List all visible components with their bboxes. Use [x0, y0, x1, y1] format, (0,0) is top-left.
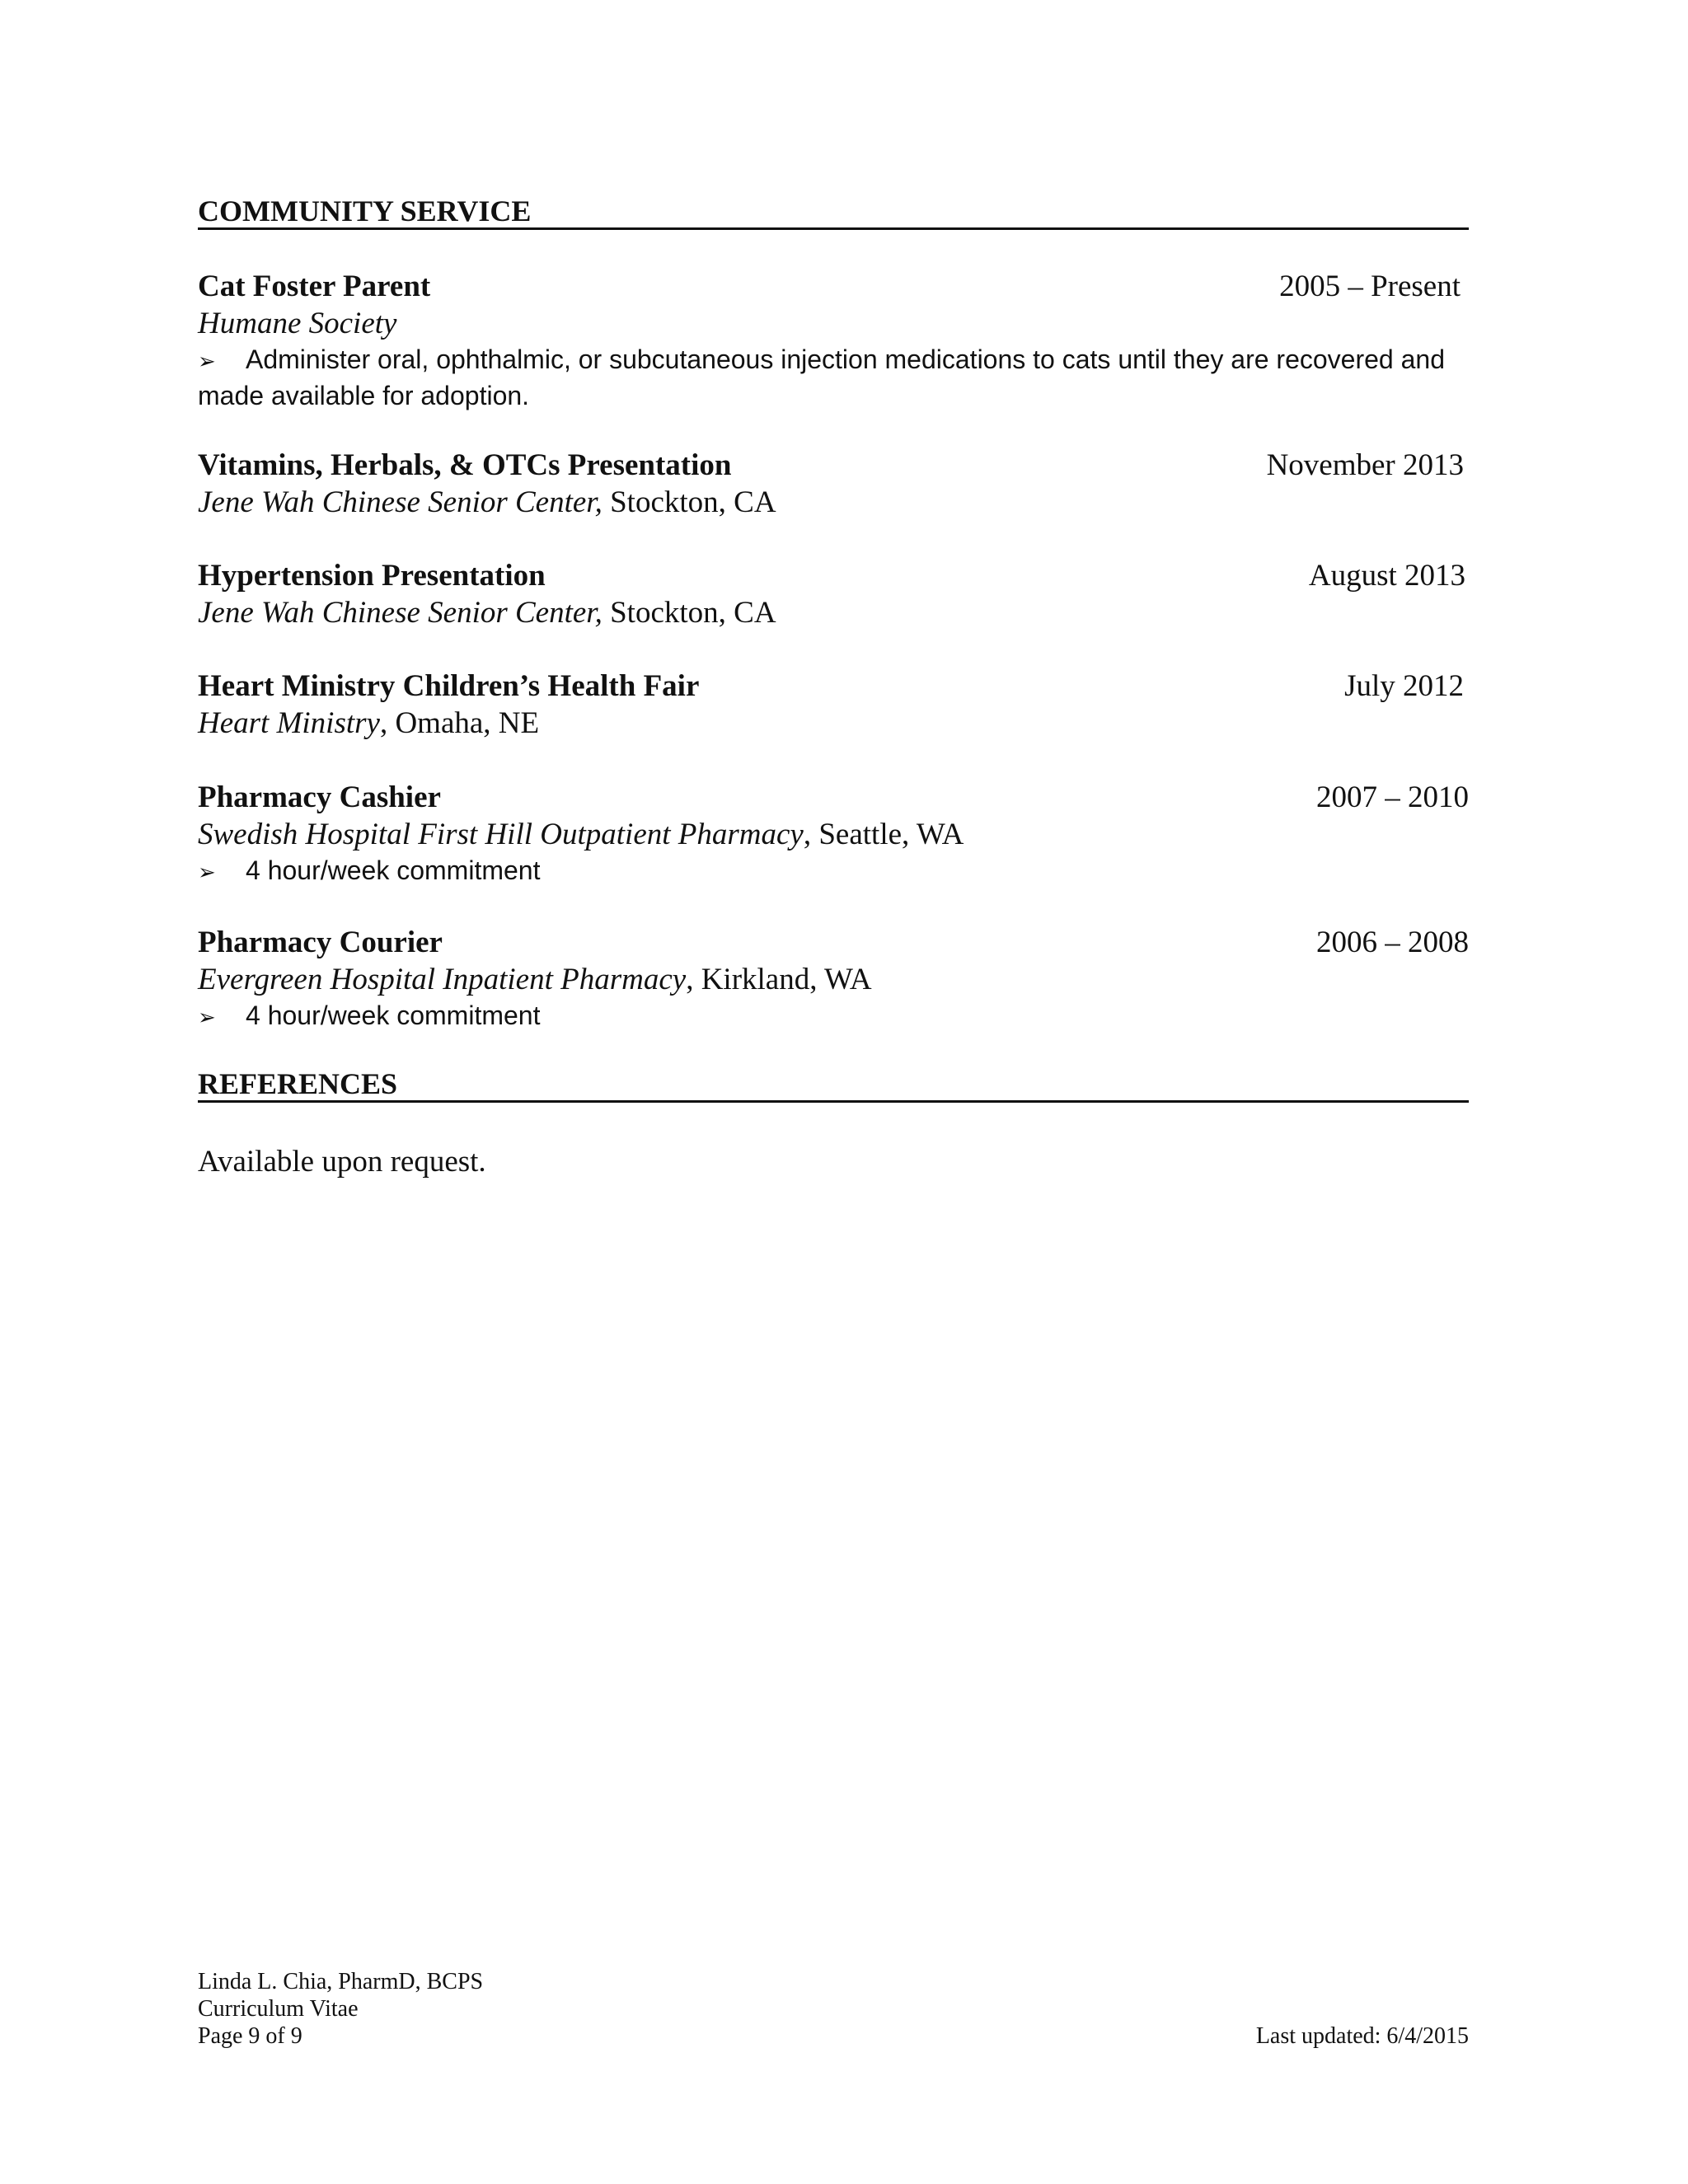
- org-location: , Omaha, NE: [379, 706, 540, 740]
- arrowhead-bullet-icon: ➢: [198, 349, 216, 373]
- entry-date: 2006 – 2008: [1316, 926, 1469, 959]
- entry-title: Pharmacy Courier: [198, 926, 443, 959]
- bullet-text: 4 hour/week commitment: [246, 855, 541, 885]
- references-heading: REFERENCES: [198, 1067, 1469, 1103]
- entry-date: 2007 – 2010: [1316, 780, 1469, 814]
- entry-date: July 2012: [1344, 669, 1464, 703]
- entry-vitamins-presentation: [198, 448, 1469, 521]
- entry-hypertension-presentation: [198, 558, 1469, 631]
- bullet-item: [198, 853, 1469, 889]
- entry-org: [198, 484, 1469, 521]
- references-text: Available upon request.: [198, 1145, 486, 1179]
- org-name: Jene Wah Chinese Senior Center,: [198, 485, 603, 519]
- entry-date: August 2013: [1308, 559, 1465, 593]
- entry-cat-foster-parent: [198, 269, 1469, 413]
- bullet-item: [198, 998, 1469, 1034]
- entry-date: 2005 – Present: [1279, 269, 1461, 303]
- org-name: Humane Society: [198, 307, 397, 340]
- org-location: Stockton, CA: [602, 596, 776, 630]
- entry-title: Vitamins, Herbals, & OTCs Presentation: [198, 448, 732, 482]
- cv-page: [198, 0, 1469, 2184]
- footer-last-updated: Last updated: 6/4/2015: [1255, 2023, 1469, 2049]
- org-name: Swedish Hospital First Hill Outpatient Pharmacy: [198, 818, 804, 851]
- org-name: Evergreen Hospital Inpatient Pharmacy: [198, 963, 687, 996]
- entry-title: Pharmacy Cashier: [198, 780, 441, 814]
- org-name: Heart Ministry: [198, 706, 380, 740]
- entry-date: November 2013: [1266, 448, 1464, 482]
- footer-left: [198, 1968, 483, 2050]
- footer-name: Linda L. Chia, PharmD, BCPS: [198, 1969, 484, 1994]
- entry-org: [198, 705, 1469, 742]
- org-location: , Seattle, WA: [803, 818, 964, 851]
- arrowhead-bullet-icon: ➢: [198, 860, 216, 884]
- footer-page-number: Page 9 of 9: [198, 2023, 302, 2049]
- entry-heart-ministry-health-fair: [198, 668, 1469, 742]
- arrowhead-bullet-icon: ➢: [198, 1005, 216, 1029]
- entry-title: Hypertension Presentation: [198, 559, 546, 593]
- community-service-heading: COMMUNITY SERVICE: [198, 194, 1469, 230]
- entry-pharmacy-cashier: [198, 780, 1469, 889]
- entry-pharmacy-courier: [198, 925, 1469, 1034]
- entry-title: Heart Ministry Children’s Health Fair: [198, 669, 700, 703]
- org-location: , Kirkland, WA: [686, 963, 872, 996]
- org-location: Stockton, CA: [602, 485, 776, 519]
- org-name: Jene Wah Chinese Senior Center,: [198, 596, 603, 630]
- bullet-text: Administer oral, ophthalmic, or subcutaneous injection medications to cats until they are recovered and made available for adoption.: [198, 344, 1445, 410]
- entry-org: [198, 961, 1469, 998]
- entry-org: [198, 594, 1469, 631]
- entry-title: Cat Foster Parent: [198, 269, 431, 303]
- footer-doc-type: Curriculum Vitae: [198, 1996, 359, 2022]
- bullet-text: 4 hour/week commitment: [246, 1001, 541, 1030]
- bullet-item: [198, 342, 1459, 413]
- entry-org: [198, 305, 1469, 342]
- entry-org: [198, 816, 1469, 853]
